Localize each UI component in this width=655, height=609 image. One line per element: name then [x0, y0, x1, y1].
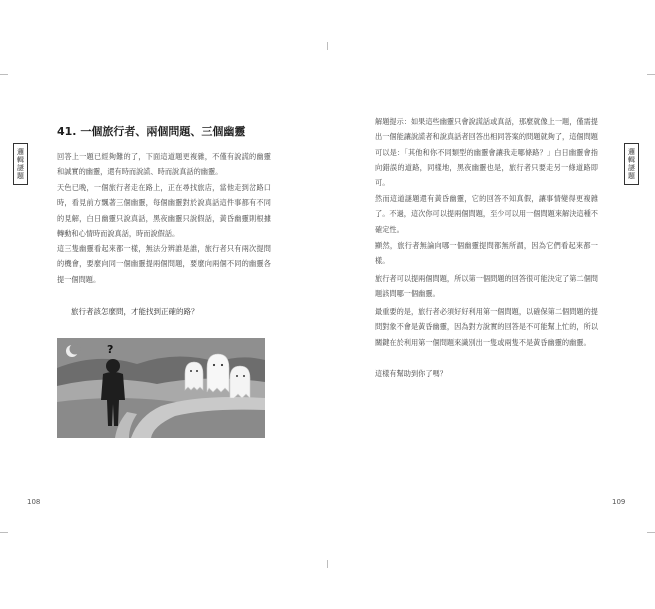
body-paragraph: 回答上一題已經夠難的了，下面這道題更複雜，不僅有說謊的幽靈和誠實的幽靈，還有時而說謊、時而說真話的幽靈。 [57, 152, 271, 177]
chapter-tab-label: 邏輯謎題 [16, 148, 25, 180]
puzzle-question: 旅行者該怎麼問，才能找到正確的路？ [71, 307, 199, 316]
crop-mark [647, 74, 655, 75]
chapter-tab-label: 邏輯謎題 [627, 148, 636, 180]
chapter-tab-left [13, 143, 28, 185]
crop-mark [0, 74, 8, 75]
body-paragraph: 這三隻幽靈看起來都一樣，無法分辨誰是誰，旅行者只有兩次提問的機會，要麼向同一個幽靈提兩個問題，要麼向兩個不同的幽靈各提一個問題。 [57, 244, 271, 284]
chapter-tab-right [624, 143, 639, 185]
question-mark: ? [107, 343, 114, 356]
crop-mark [0, 532, 8, 533]
body-paragraph: 顯然，旅行者無論向哪一個幽靈提問都無所謂，因為它們看起來都一樣。 [375, 241, 598, 266]
body-paragraph: 解題提示：如果這些幽靈只會說謊話或真話，那麼就像上一題，僅需提出一個能讓說謊者和說真話者回答出相同答案的問題就夠了，這個問題可以是：「其他和你不同類型的幽靈會讓我走哪條路？」白日幽靈會指向錯誤的道路，同樣地，黑夜幽靈也是，旅行者只要走另一條道路即可。 [375, 117, 598, 188]
ghost-icon [207, 354, 229, 392]
body-paragraph: 旅行者可以提兩個問題，所以第一個問題的回答很可能決定了第二個問題該問哪一個幽靈。 [375, 274, 598, 299]
ghost-icon [185, 362, 203, 390]
page-number-left: 108 [27, 498, 41, 506]
page-number-right: 109 [612, 498, 626, 506]
crop-mark [327, 42, 328, 50]
puzzle-illustration [57, 338, 265, 438]
body-paragraph: 然而這道謎題還有黃昏幽靈，它的回答不知真假，讓事情變得更複雜了。不過，這次你可以提兩個問題，至少可以用一個問題來解決這種不確定性。 [375, 194, 598, 234]
ghost-icon [230, 366, 250, 398]
body-paragraph: 天色已晚，一個旅行者走在路上，正在尋找旅店，當他走到岔路口時，看見前方飄著三個幽靈，每個幽靈對於說真話這件事都有不同的見解，白日幽靈只說真話，黑夜幽靈只說假話，黃昏幽靈則根據轉動和心情時而說真話，時而說假話。 [57, 183, 271, 238]
body-paragraph: 最重要的是，旅行者必須好好利用第一個問題，以確保第二個問題的提問對象不會是黃昏幽靈，因為對方說實的回答是不可能幫上忙的，所以關鍵在於利用第一個問題來識別出一隻或兩隻不是黃昏幽靈的幽靈。 [375, 307, 598, 347]
crop-mark [647, 532, 655, 533]
body-paragraph: 這樣有幫助到你了嗎？ [375, 369, 447, 378]
crop-mark [327, 560, 328, 568]
puzzle-title: 41. 一個旅行者、兩個問題、三個幽靈 [57, 125, 246, 138]
